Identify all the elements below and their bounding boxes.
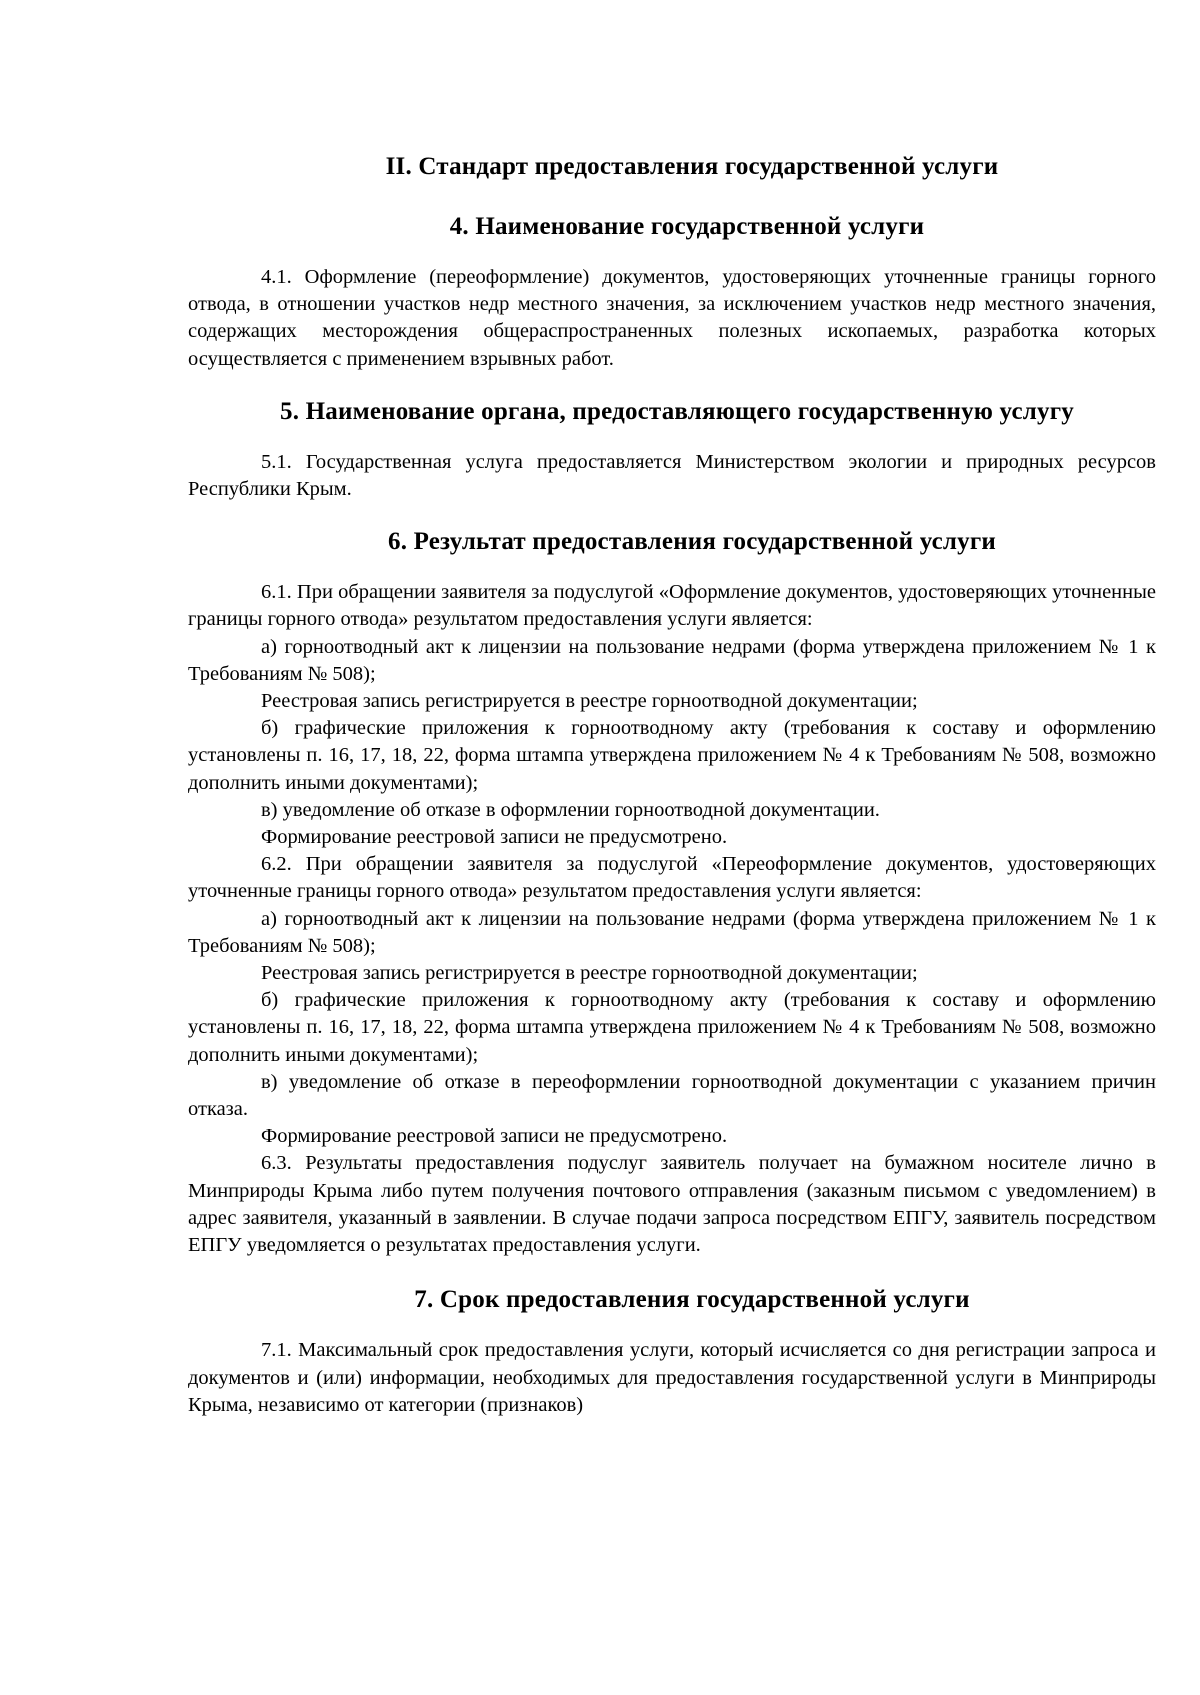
paragraph-6-1-no-registry: Формирование реестровой записи не предусмотрено. <box>261 826 728 849</box>
paragraph-6-2-no-registry: Формирование реестровой записи не предусмотрено. <box>261 1125 728 1148</box>
paragraph-6-1-a: а) горноотводный акт к лицензии на пользование недрами (форма утверждена приложением № 1 к Требованиям № 508); <box>188 635 1156 685</box>
paragraph-6-2-b: б) графические приложения к горноотводному акту (требования к составу и оформлению установлены п. 16, 17, 18, 22, форма штампа утверждена приложением № 4 к Требованиям № 508, возможно дополнить иными документами); <box>188 989 1156 1066</box>
heading-4: 4. Наименование государственной услуги <box>449 213 925 240</box>
heading-6: 6. Результат предоставления государственной услуги <box>388 528 996 556</box>
paragraph-4-1: 4.1. Оформление (переоформление) документов, удостоверяющих уточненные границы горного отвода, в отношении участков недр местного значения, за исключением участков недр местного значения, содержащих месторождения общераспространенных полезных ископаемых, разработка которых осуществляется с применением взрывных работ. <box>188 266 1156 370</box>
section-title: II. Стандарт предоставления государственной услуги <box>385 153 999 180</box>
document-content <box>188 152 1156 1419</box>
heading-5: 5. Наименование органа, предоставляющего государственную услугу <box>280 397 1074 425</box>
paragraph-7-1: 7.1. Максимальный срок предоставления услуги, который исчисляется со дня регистрации запроса и документов и (или) информации, необходимых для предоставления государственной услуги в Минприроды Крыма, независимо от категории (признаков) <box>188 1339 1156 1416</box>
paragraph-6-2-v: в) уведомление об отказе в переоформлении горноотводной документации с указанием причин отказа. <box>188 1070 1156 1121</box>
paragraph-6-1-b: б) графические приложения к горноотводному акту (требования к составу и оформлению установлены п. 16, 17, 18, 22, форма штампа утверждена приложением № 4 к Требованиям № 508, возможно дополнить иными документами); <box>188 717 1156 794</box>
paragraph-6-1: 6.1. При обращении заявителя за подуслугой «Оформление документов, удостоверяющих уточненные границы горного отвода» результатом предоставления услуги является: <box>188 581 1156 631</box>
paragraph-6-3: 6.3. Результаты предоставления подуслуг заявитель получает на бумажном носителе лично в Минприроды Крыма либо путем получения почтового отправления (заказным письмом с уведомлением) в адрес заявителя, указанный в заявлении. В случае подачи запроса посредством ЕПГУ, заявитель посредством ЕПГУ уведомляется о результатах предоставления услуги. <box>188 1152 1156 1257</box>
paragraph-5-1: 5.1. Государственная услуга предоставляется Министерством экологии и природных ресурсов Республики Крым. <box>188 450 1156 501</box>
paragraph-6-1-registry: Реестровая запись регистрируется в реестре горноотводной документации; <box>261 690 918 713</box>
heading-7: 7. Срок предоставления государственной услуги <box>414 1286 970 1314</box>
paragraph-6-2: 6.2. При обращении заявителя за подуслугой «Переоформление документов, удостоверяющих уточненные границы горного отвода» результатом предоставления услуги является: <box>188 853 1156 903</box>
paragraph-6-2-registry: Реестровая запись регистрируется в реестре горноотводной документации; <box>261 962 918 985</box>
paragraph-6-2-a: а) горноотводный акт к лицензии на пользование недрами (форма утверждена приложением № 1 к Требованиям № 508); <box>188 907 1156 957</box>
paragraph-6-1-v: в) уведомление об отказе в оформлении горноотводной документации. <box>261 798 880 821</box>
